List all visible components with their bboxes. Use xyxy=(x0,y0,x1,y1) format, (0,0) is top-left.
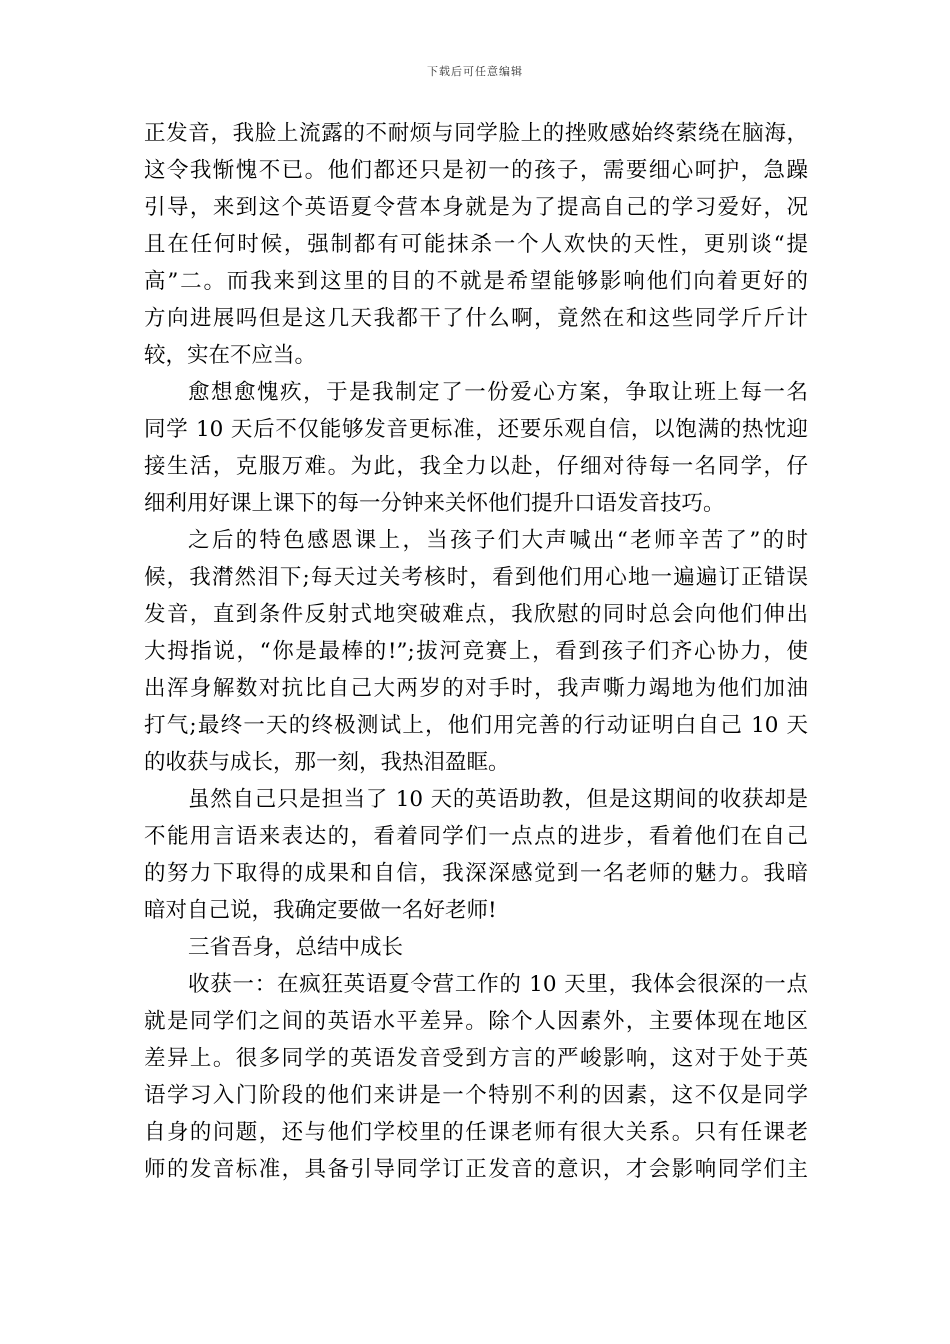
text-line: 引导，来到这个英语夏令营本身就是为了提高自己的学习爱好，况 xyxy=(144,195,808,220)
text-line: 自身的问题，还与他们学校里的任课老师有很大关系。只有任课老 xyxy=(144,1120,808,1145)
text-line: 愈想愈愧疚，于是我制定了一份爱心方案，争取让班上每一名 xyxy=(188,380,808,405)
text-line: 这令我惭愧不已。他们都还只是初一的孩子，需要细心呵护，急躁 xyxy=(144,158,808,183)
text-line: 接生活，克服万难。为此，我全力以赴，仔细对待每一名同学，仔 xyxy=(144,454,808,479)
text-line: 候，我潸然泪下;每天过关考核时，看到他们用心地一遍遍订正错误 xyxy=(144,565,808,590)
text-line: 出浑身解数对抗比自己大两岁的对手时，我声嘶力竭地为他们加油 xyxy=(144,676,808,701)
text-line: 且在任何时候，强制都有可能抹杀一个人欢快的天性，更别谈“提 xyxy=(144,232,808,257)
text-line: 三省吾身，总结中成长 xyxy=(188,935,404,960)
text-line: 暗对自己说，我确定要做一名好老师! xyxy=(144,898,497,923)
text-line: 不能用言语来表达的，看着同学们一点点的进步，看着他们在自己 xyxy=(144,824,808,849)
text-line: 差异上。很多同学的英语发音受到方言的严峻影响，这对于处于英 xyxy=(144,1046,808,1071)
page-header: 下载后可任意编辑 xyxy=(427,65,523,78)
text-line: 高”二。而我来到这里的目的不就是希望能够影响他们向着更好的 xyxy=(144,269,808,294)
text-line: 同学 10 天后不仅能够发音更标准，还要乐观自信，以饱满的热忱迎 xyxy=(144,417,808,442)
text-line: 语学习入门阶段的他们来讲是一个特别不利的因素，这不仅是同学 xyxy=(144,1083,808,1108)
body-text xyxy=(144,115,808,1188)
text-line: 方向进展吗但是这几天我都干了什么啊，竟然在和这些同学斤斤计 xyxy=(144,306,808,331)
text-line: 就是同学们之间的英语水平差异。除个人因素外，主要体现在地区 xyxy=(144,1009,808,1034)
text-line: 细利用好课上课下的每一分钟来关怀他们提升口语发音技巧。 xyxy=(144,491,725,516)
text-line: 较，实在不应当。 xyxy=(144,343,317,368)
text-line: 的收获与成长，那一刻，我热泪盈眶。 xyxy=(144,750,510,775)
text-line: 发音，直到条件反射式地突破难点，我欣慰的同时总会向他们伸出 xyxy=(144,602,808,627)
text-line: 正发音，我脸上流露的不耐烦与同学脸上的挫败感始终萦绕在脑海， xyxy=(144,121,808,146)
text-line: 的努力下取得的成果和自信，我深深感觉到一名老师的魅力。我暗 xyxy=(144,861,808,886)
text-line: 收获一：在疯狂英语夏令营工作的 10 天里，我体会很深的一点 xyxy=(188,972,808,997)
text-line: 之后的特色感恩课上，当孩子们大声喊出“老师辛苦了”的时 xyxy=(188,528,808,553)
text-line: 师的发音标准，具备引导同学订正发音的意识，才会影响同学们主 xyxy=(144,1157,808,1182)
text-line: 虽然自己只是担当了 10 天的英语助教，但是这期间的收获却是 xyxy=(188,787,808,812)
text-line: 大拇指说，“你是最棒的!”;拔河竞赛上，看到孩子们齐心协力，使 xyxy=(144,639,808,664)
text-line: 打气;最终一天的终极测试上，他们用完善的行动证明白自己 10 天 xyxy=(144,713,808,738)
